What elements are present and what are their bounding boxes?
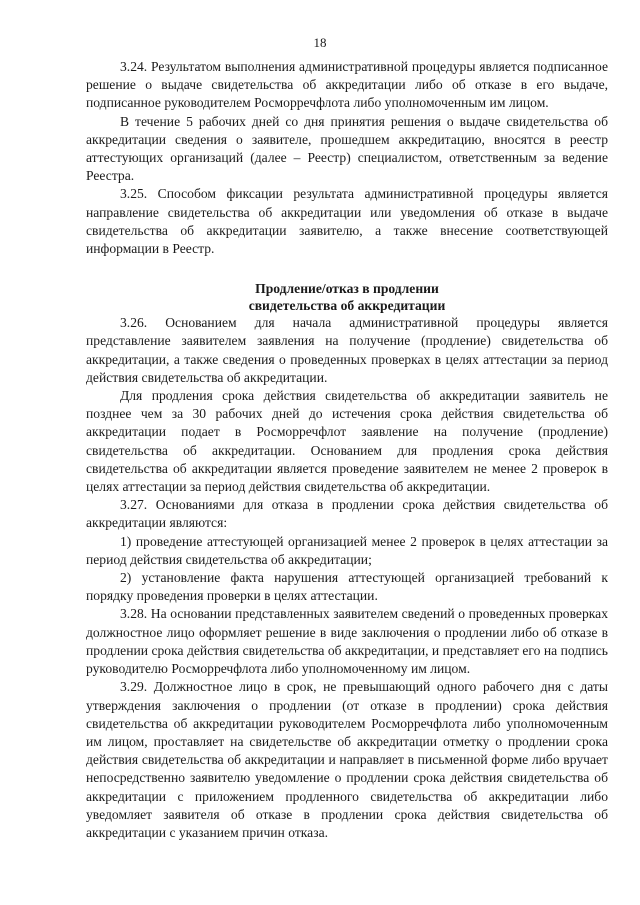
paragraph-3-26: 3.26. Основанием для начала административной процедуры является представление заявителем заявления на получение (продление) свидетельства об аккредитации, а также сведения о проведенных проверках в целях аттестации за период действия свидетельства об аккредитации.	[86, 315, 608, 385]
paragraph-3-29: 3.29. Должностное лицо в срок, не превышающий одного рабочего дня с даты утверждения заключения о продлении (от отказе в продлении) срока действия свидетельства об аккредитации руководителем Росморречфлота либо уполномоченным им лицом, проставляет на свидетельстве об аккредитации отметку о продлении срока действия свидетельства об аккредитации и направляет в письменной форме либо вручает непосредственно заявителю уведомление о продлении срока действия свидетельства об аккредитации с приложением продленного свидетельства об аккредитации либо уведомляет заявителя об отказе в продлении срока действия свидетельства об аккредитации с указанием причин отказа.	[86, 679, 608, 840]
page-number: 18	[313, 35, 327, 50]
document-body	[86, 58, 608, 842]
paragraph-3-28: 3.28. На основании представленных заявителем сведений о проведенных проверках должностное лицо оформляет решение в виде заключения о продлении либо об отказе в продлении срока действия свидетельства об аккредитации, и представляет его на подпись руководителю Росморречфлота либо уполномоченному им лицом.	[86, 606, 608, 677]
paragraph-3-25: 3.25. Способом фиксации результата административной процедуры является направление свидетельства об аккредитации или уведомления об отказе в выдаче свидетельства об аккредитации заявителю, а также внесение соответствующей информации в Реестр.	[86, 186, 608, 257]
paragraph-registry-entry: В течение 5 рабочих дней со дня принятия решения о выдаче свидетельства об аккредитации сведения о заявителе, прошедшем аккредитацию, вносятся в реестр аттестующих организаций (далее – Реестр) специалистом, ответственным за ведение Реестра.	[86, 113, 608, 184]
section-heading-line-2: свидетельства об аккредитации	[248, 298, 446, 314]
paragraph-3-27: 3.27. Основаниями для отказа в продлении срока действия свидетельства об аккредитации являются:	[86, 497, 608, 531]
section-heading	[86, 280, 608, 314]
section-heading-line-1: Продление/отказ в продлении	[255, 281, 439, 297]
list-item-1: 1) проведение аттестующей организацией менее 2 проверок в целях аттестации за период действия свидетельства об аккредитации;	[86, 533, 608, 567]
list-item-2: 2) установление факта нарушения аттестующей организацией требований к порядку проведения проверки в целях аттестации.	[86, 570, 608, 604]
paragraph-3-24: 3.24. Результатом выполнения административной процедуры является подписанное решение о выдаче свидетельства об аккредитации либо об отказе в его выдаче, подписанное руководителем Росморречфлота либо уполномоченным им лицом.	[86, 59, 608, 111]
paragraph-extension-conditions: Для продления срока действия свидетельства об аккредитации заявитель не позднее чем за 30 рабочих дней до истечения срока действия свидетельства об аккредитации подает в Росморречфлот заявление на получение (продление) свидетельства об аккредитации. Основанием для продления срока действия свидетельства об аккредитации является проведение заявителем не менее 2 проверок в целях аттестации за период действия свидетельства об аккредитации.	[86, 388, 608, 495]
